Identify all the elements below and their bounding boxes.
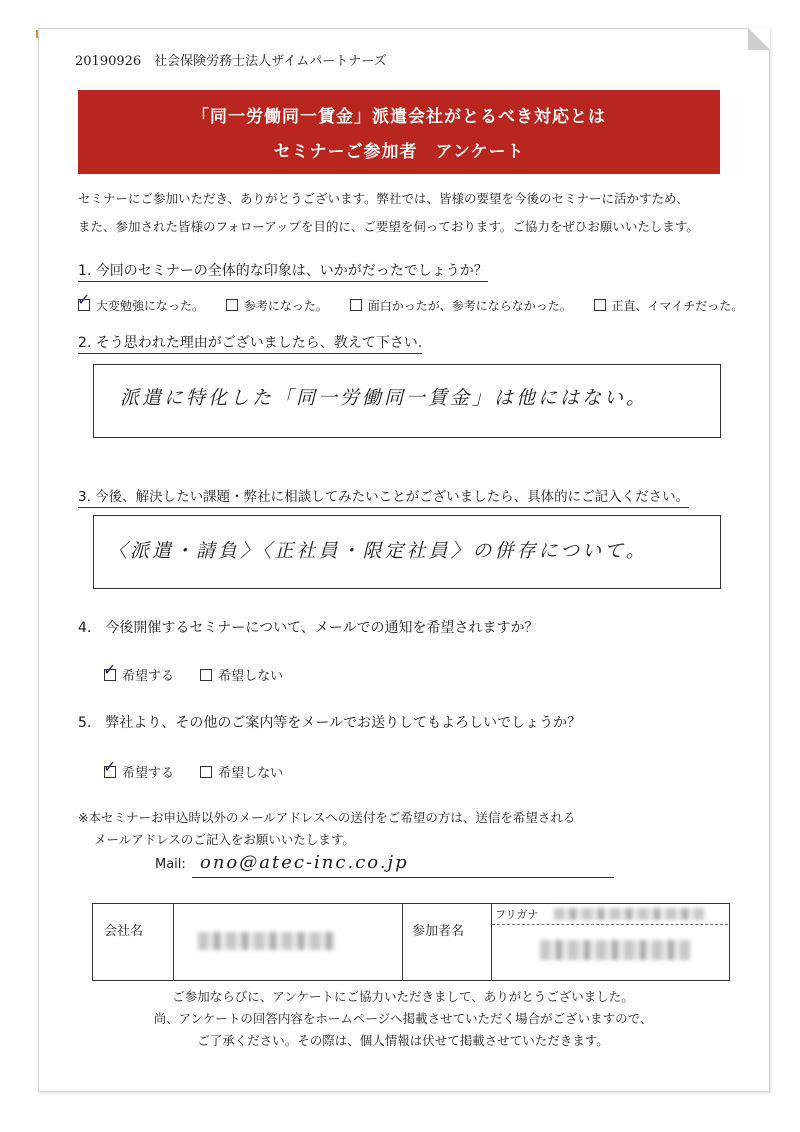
q5-option-0[interactable]: ✓ 希望する	[103, 757, 175, 781]
q1-option-1[interactable]: 参考になった。	[226, 297, 328, 314]
check-mark-icon: ✓	[77, 290, 91, 309]
checkbox-checked[interactable]	[103, 757, 117, 778]
q4-option-1[interactable]: 希望しない	[200, 665, 283, 684]
checkbox[interactable]	[200, 669, 212, 681]
q1-option-3[interactable]: 正直、イマイチだった。	[594, 297, 744, 314]
participant-info-table	[92, 903, 730, 981]
footer-message	[78, 986, 728, 1052]
q2-title: 2. そう思われた理由がございましたら、教えて下さい.	[78, 332, 422, 352]
title-main: 「同一労働同一賃金」派遣会社がとるべき対応とは	[192, 107, 606, 127]
checkbox-checked[interactable]	[77, 290, 91, 311]
q4-options	[103, 660, 301, 684]
participant-value-cell[interactable]	[492, 904, 728, 980]
furigana-label: フリガナ	[495, 908, 539, 921]
document-header: 20190926 社会保険労務士法人ザイムパートナーズ	[75, 54, 387, 69]
q3-handwritten-answer: 〈派遣・請負〉〈正社員・限定社員〉の併存について。	[108, 540, 648, 562]
email-note-line-2: メールアドレスのご記入をお願いいたします。	[94, 832, 355, 847]
q1-option-2[interactable]: 面白かったが、参考にならなかった。	[350, 297, 572, 314]
intro-line-1: セミナーにご参加いただき、ありがとうございます。弊社では、皆様の要望を今後のセミナーに活かすため、	[78, 191, 689, 206]
q5-title: 5. 弊社より、その他のご案内等をメールでお送りしてもよろしいでしょうか？	[78, 715, 582, 731]
q2-handwritten-answer: 派遣に特化した「同一労働同一賃金」は他にはない。	[120, 387, 649, 409]
q2-answer-box[interactable]	[93, 364, 721, 438]
q1-option-0[interactable]: ✓ 大変勉強になった。	[77, 290, 205, 313]
redacted-furigana	[554, 908, 704, 920]
company-label-cell	[93, 904, 174, 980]
mail-underline	[192, 877, 614, 878]
check-mark-icon: ✓	[103, 757, 117, 776]
footer-line-1: ご参加ならびに、アンケートにご協力いただきまして、ありがとうございました。	[172, 989, 634, 1004]
q3-title: 3. 今後、解決したい課題・弊社に相談してみたいことがございましたら、具体的にご記入ください。	[78, 485, 689, 505]
title-sub: セミナーご参加者 アンケート	[273, 142, 525, 162]
q3-answer-box[interactable]	[93, 515, 721, 589]
footer-line-3: ご了承ください。その際は、個人情報は伏せて掲載させていただきます。	[197, 1033, 609, 1048]
company-value-cell[interactable]	[174, 904, 403, 980]
q5-option-1[interactable]: 希望しない	[200, 762, 283, 781]
mail-label: Mail:	[155, 857, 186, 872]
participant-label-cell	[403, 904, 492, 980]
q1-title: 1. 今回のセミナーの全体的な印象は、いかがだったでしょうか？	[78, 260, 488, 280]
email-note-line-1: ※本セミナーお申込時以外のメールアドレスへの送付をご希望の方は、送信を希望される	[78, 810, 576, 825]
checkbox[interactable]	[594, 299, 606, 311]
checkbox[interactable]	[226, 299, 238, 311]
checkbox-checked[interactable]	[103, 660, 117, 681]
checkbox[interactable]	[350, 299, 362, 311]
email-note	[78, 807, 575, 851]
intro-line-2: また、参加された皆様のフォローアップを目的に、ご要望を伺っております。ご協力をぜひお願いいたします。	[78, 219, 699, 234]
participant-label: 参加者名	[412, 924, 465, 939]
q5-options	[103, 757, 301, 781]
page-fold-corner	[748, 28, 770, 50]
q1-options	[77, 290, 744, 314]
title-banner	[78, 90, 720, 174]
redacted-company-name	[198, 932, 336, 950]
footer-line-2: 尚、アンケートの回答内容をホームページへ掲載させていただく場合がございますので、	[153, 1011, 653, 1026]
check-mark-icon: ✓	[103, 660, 117, 679]
intro-text	[78, 185, 728, 241]
furigana-divider	[492, 924, 728, 925]
q4-option-0[interactable]: ✓ 希望する	[103, 660, 175, 684]
company-label: 会社名	[104, 924, 144, 939]
checkbox[interactable]	[200, 766, 212, 778]
mail-input[interactable]: ono@atec-inc.co.jp	[200, 852, 409, 873]
redacted-participant-name	[540, 940, 690, 960]
q4-title: 4. 今後開催するセミナーについて、メールでの通知を希望されますか？	[78, 620, 539, 636]
